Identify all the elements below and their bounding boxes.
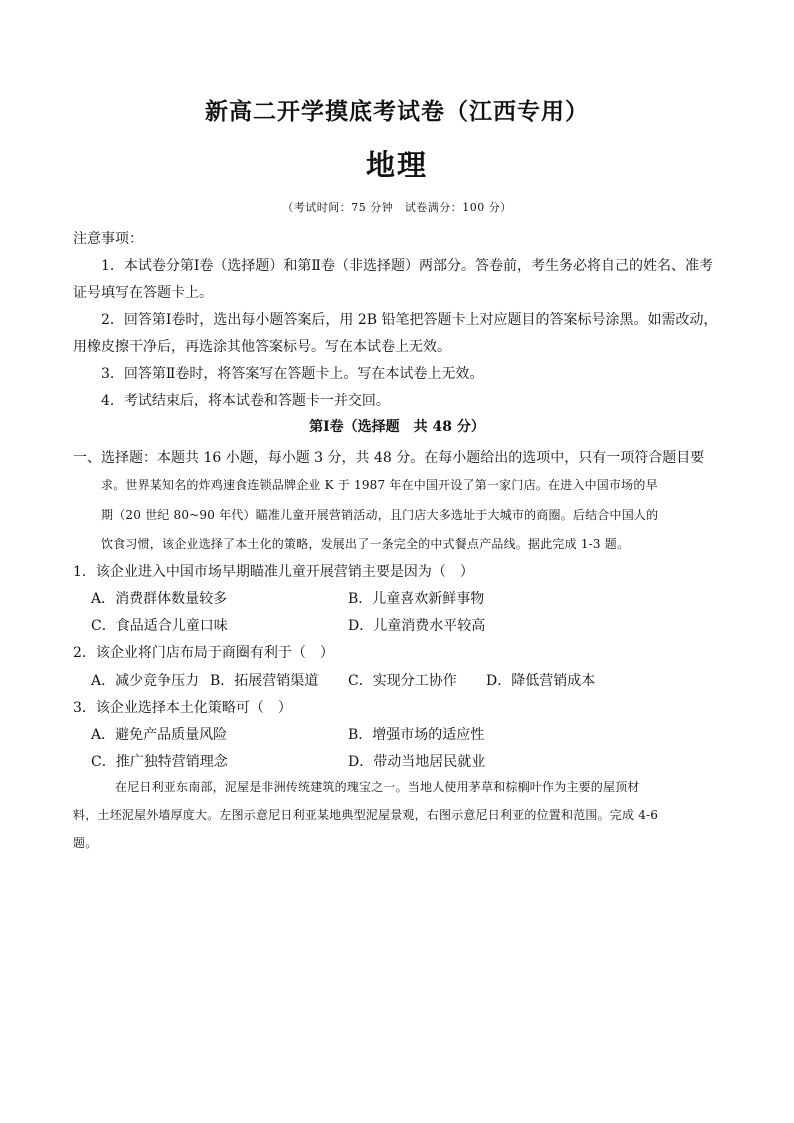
- note-item-3: 3．回答第Ⅱ卷时，将答案写在答题卡上。写在本试卷上无效。: [101, 366, 484, 382]
- notes-heading: 注意事项：: [73, 231, 143, 247]
- note-item-4: 4．考试结束后，将本试卷和答题卡一并交回。: [101, 393, 390, 409]
- subject-title: 地理: [365, 148, 428, 182]
- passage-line-1: 在尼日利亚东南部，泥屋是非洲传统建筑的瑰宝之一。当地人使用茅草和棕榈叶作为主要的屋顶材: [115, 780, 640, 794]
- exam-title: 新高二开学摸底考试卷（江西专用）: [205, 98, 589, 125]
- note-item-1-line-1: 1．本试卷分第Ⅰ卷（选择题）和第Ⅱ卷（非选择题）两部分。答卷前，考生务必将自己的姓名、准考: [101, 258, 713, 274]
- question-2-option-b: B．拓展营销渠道: [210, 673, 319, 689]
- question-3-stem: 3．该企业选择本土化策略可（ ）: [73, 700, 292, 716]
- question-3-option-b: B．增强市场的适应性: [348, 727, 485, 743]
- passage-line-3: 题。: [73, 836, 98, 850]
- section-intro-line-3: 期（20 世纪 80~90 年代）瞄准儿童开展营销活动，且门店大多选址于大城市的商圈。后结合中国人的: [101, 508, 659, 522]
- question-1-option-b: B．儿童喜欢新鲜事物: [348, 591, 485, 607]
- question-1-option-c: C．食品适合儿童口味: [91, 618, 228, 634]
- question-2-stem: 2．该企业将门店布局于商圈有利于（ ）: [73, 645, 334, 661]
- question-2-option-a: A．减少竞争压力: [91, 673, 200, 689]
- section-intro-line-4: 饮食习惯，该企业选择了本土化的策略，发展出了一条完全的中式餐点产品线。据此完成 1-3 题。: [101, 537, 630, 551]
- passage-line-2: 料，土坯泥屋外墙厚度大。左图示意尼日利亚某地典型泥屋景观，右图示意尼日利亚的位置和范围。完成 4-6: [73, 808, 659, 822]
- question-1-option-a: A．消费群体数量较多: [91, 591, 228, 607]
- question-2-option-c: C．实现分工协作: [348, 673, 457, 689]
- section-intro-line-2: 求。世界某知名的炸鸡速食连锁品牌企业 K 于 1987 年在中国开设了第一家门店。在进入中国市场的早: [101, 478, 658, 492]
- question-3-option-a: A．避免产品质量风险: [91, 727, 228, 743]
- section-title: 第Ⅰ卷（选择题 共 48 分）: [309, 419, 485, 435]
- note-item-1-line-2: 证号填写在答题卡上。: [73, 285, 213, 301]
- question-2-option-d: D．降低营销成本: [486, 673, 596, 689]
- exam-info: （考试时间：75 分钟 试卷满分：100 分）: [282, 201, 512, 214]
- section-intro-line-1: 一、选择题：本题共 16 小题，每小题 3 分，共 48 分。在每小题给出的选项中，只有一项符合题目要: [73, 450, 705, 466]
- question-3-option-c: C．推广独特营销理念: [91, 754, 228, 770]
- question-1-option-d: D．儿童消费水平较高: [348, 618, 486, 634]
- note-item-2-line-2: 用橡皮擦干净后，再选涂其他答案标号。写在本试卷上无效。: [73, 339, 451, 355]
- question-1-stem: 1．该企业进入中国市场早期瞄准儿童开展营销主要是因为（ ）: [73, 564, 474, 580]
- question-3-option-d: D．带动当地居民就业: [348, 754, 486, 770]
- note-item-2-line-1: 2．回答第Ⅰ卷时，选出每小题答案后，用 2B 铅笔把答题卡上对应题目的答案标号涂黑。如需改动，: [101, 312, 718, 328]
